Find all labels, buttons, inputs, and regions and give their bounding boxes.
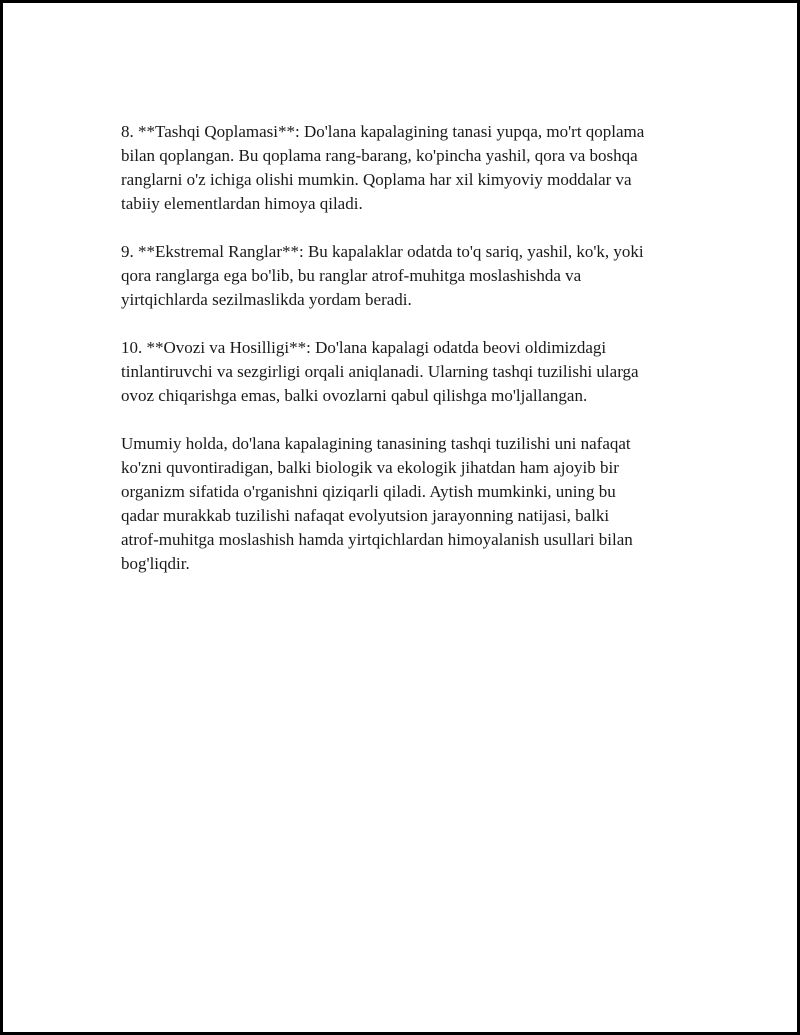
paragraph-ekstremal-ranglar: 9. **Ekstremal Ranglar**: Bu kapalaklar odatda to'q sariq, yashil, ko'k, yoki qora ranglarga ega bo'lib, bu ranglar atrof-muhitga moslashishda va yirtqichlarda sezilmaslikda yordam beradi. (121, 242, 644, 309)
paragraph-conclusion: Umumiy holda, do'lana kapalagining tanasining tashqi tuzilishi uni nafaqat ko'zni quvontiradigan, balki biologik va ekologik jihatdan ham ajoyib bir organizm sifatida o'rganishni qiziqarli qiladi. Aytish mumkinki, uning bu qadar murakkab tuzilishi nafaqat evolyutsion jarayonning natijasi, balki atrof-muhitga moslashish hamda yirtqichlardan himoyalanish usullari bilan bog'liqdir. (121, 434, 633, 573)
document-body (121, 120, 691, 600)
paragraph-ovozi-va-hosilligi: 10. **Ovozi va Hosilligi**: Do'lana kapalagi odatda beovi oldimizdagi tinlantiruvchi va sezgirligi orqali aniqlanadi. Ularning tashqi tuzilishi ularga ovoz chiqarishga emas, balki ovozlarni qabul qilishga mo'ljallangan. (121, 338, 639, 405)
paragraph-tashqi-qoplamasi: 8. **Tashqi Qoplamasi**: Do'lana kapalagining tanasi yupqa, mo'rt qoplama bilan qoplangan. Bu qoplama rang-barang, ko'pincha yashil, qora va boshqa ranglarni o'z ichiga olishi mumkin. Qoplama har xil kimyoviy moddalar va tabiiy elementlardan himoya qiladi. (121, 122, 645, 213)
